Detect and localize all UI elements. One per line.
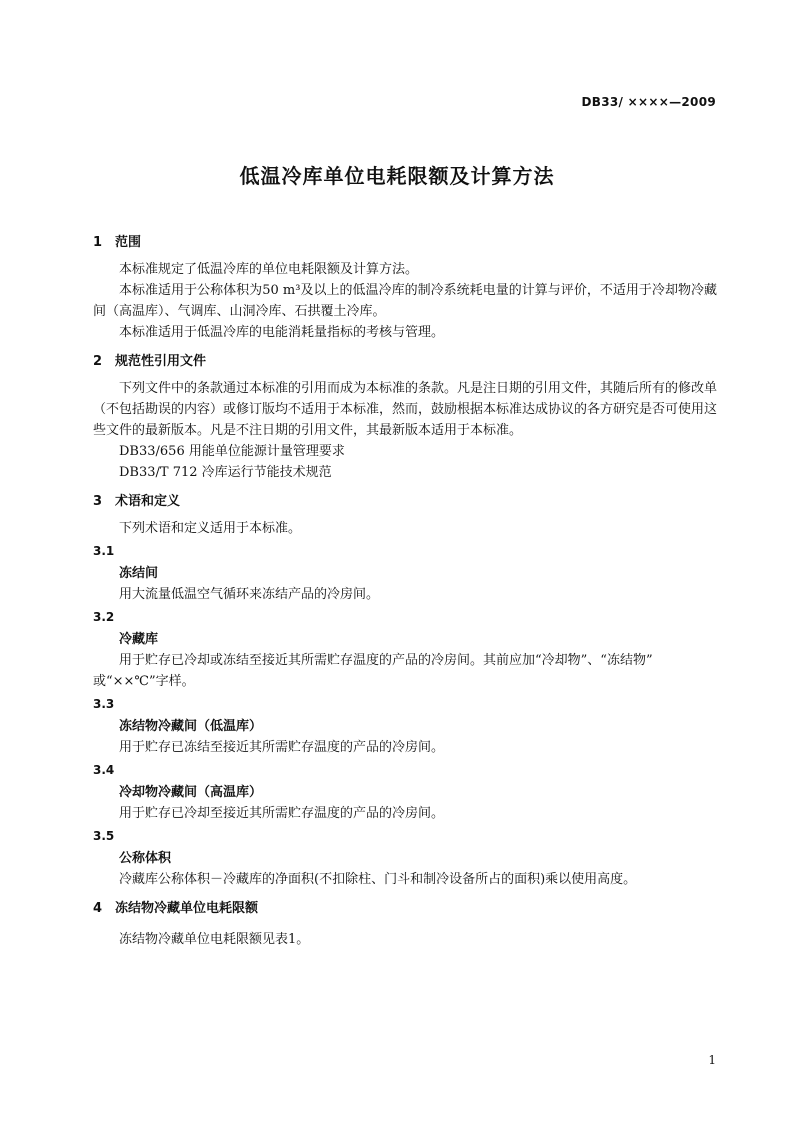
term-definition: 用于贮存已冻结至接近其所需贮存温度的产品的冷房间。 — [119, 740, 445, 755]
clause-number: 3.5 — [93, 829, 115, 843]
section-heading-scope — [93, 232, 717, 253]
term-name: 冷藏库 — [119, 632, 159, 647]
section-title: 规范性引用文件 — [115, 354, 207, 369]
term-name: 冻结物冷藏间（低温库） — [119, 719, 263, 734]
paragraph: 本标准适用于低温冷库的电能消耗量指标的考核与管理。 — [119, 325, 445, 340]
paragraph: 冻结物冷藏单位电耗限额见表1。 — [119, 932, 310, 947]
clause-number: 3.3 — [93, 697, 115, 711]
section-number: 3 — [93, 494, 103, 509]
paragraph: 本标准适用于公称体积为50 m³及以上的低温冷库的制冷系统耗电量的计算与评价，不适用于冷却物冷藏间（高温库）、气调库、山洞冷库、石拱覆土冷库。 — [93, 283, 717, 319]
term-definition: 用于贮存已冷却或冻结至接近其所需贮存温度的产品的冷房间。其前应加“冷却物”、“冻结物” — [119, 653, 653, 668]
paragraph: 下列术语和定义适用于本标准。 — [119, 521, 302, 536]
section-number: 1 — [93, 235, 103, 250]
section-number: 2 — [93, 354, 103, 369]
term-name: 冻结间 — [119, 566, 159, 581]
term-name: 公称体积 — [119, 851, 172, 866]
section-heading-normative-references — [93, 351, 717, 372]
section-title: 术语和定义 — [115, 494, 181, 509]
term-definition: 冷藏库公称体积－冷藏库的净面积(不扣除柱、门斗和制冷设备所占的面积)乘以使用高度。 — [119, 872, 637, 887]
section-title: 范围 — [115, 235, 142, 250]
paragraph: 下列文件中的条款通过本标准的引用而成为本标准的条款。凡是注日期的引用文件，其随后所有的修改单（不包括勘误的内容）或修订版均不适用于本标准，然而，鼓励根据本标准达成协议的各方研究是否可使用这些文件的最新版本。凡是不注日期的引用文件，其最新版本适用于本标准。 — [93, 381, 718, 438]
term-definition: 用大流量低温空气循环来冻结产品的冷房间。 — [119, 587, 380, 602]
paragraph: 本标准规定了低温冷库的单位电耗限额及计算方法。 — [119, 262, 419, 277]
document-code-header: DB33/ ××××—2009 — [581, 95, 716, 109]
page-title: 低温冷库单位电耗限额及计算方法 — [239, 164, 555, 188]
reference-item: DB33/T 712 冷库运行节能技术规范 — [119, 465, 332, 480]
term-definition: 用于贮存已冷却至接近其所需贮存温度的产品的冷房间。 — [119, 806, 445, 821]
section-heading-terms — [93, 491, 717, 512]
page-number: 1 — [708, 1053, 716, 1067]
clause-number: 3.2 — [93, 610, 115, 624]
document-body — [93, 224, 717, 950]
section-number: 4 — [93, 901, 103, 916]
reference-item: DB33/656 用能单位能源计量管理要求 — [119, 444, 345, 459]
term-definition-continued: 或“××℃”字样。 — [93, 674, 195, 689]
section-heading-power-limit — [93, 898, 717, 919]
clause-number: 3.1 — [93, 544, 115, 558]
term-name: 冷却物冷藏间（高温库） — [119, 785, 263, 800]
clause-number: 3.4 — [93, 763, 115, 777]
section-title: 冻结物冷藏单位电耗限额 — [115, 901, 259, 916]
